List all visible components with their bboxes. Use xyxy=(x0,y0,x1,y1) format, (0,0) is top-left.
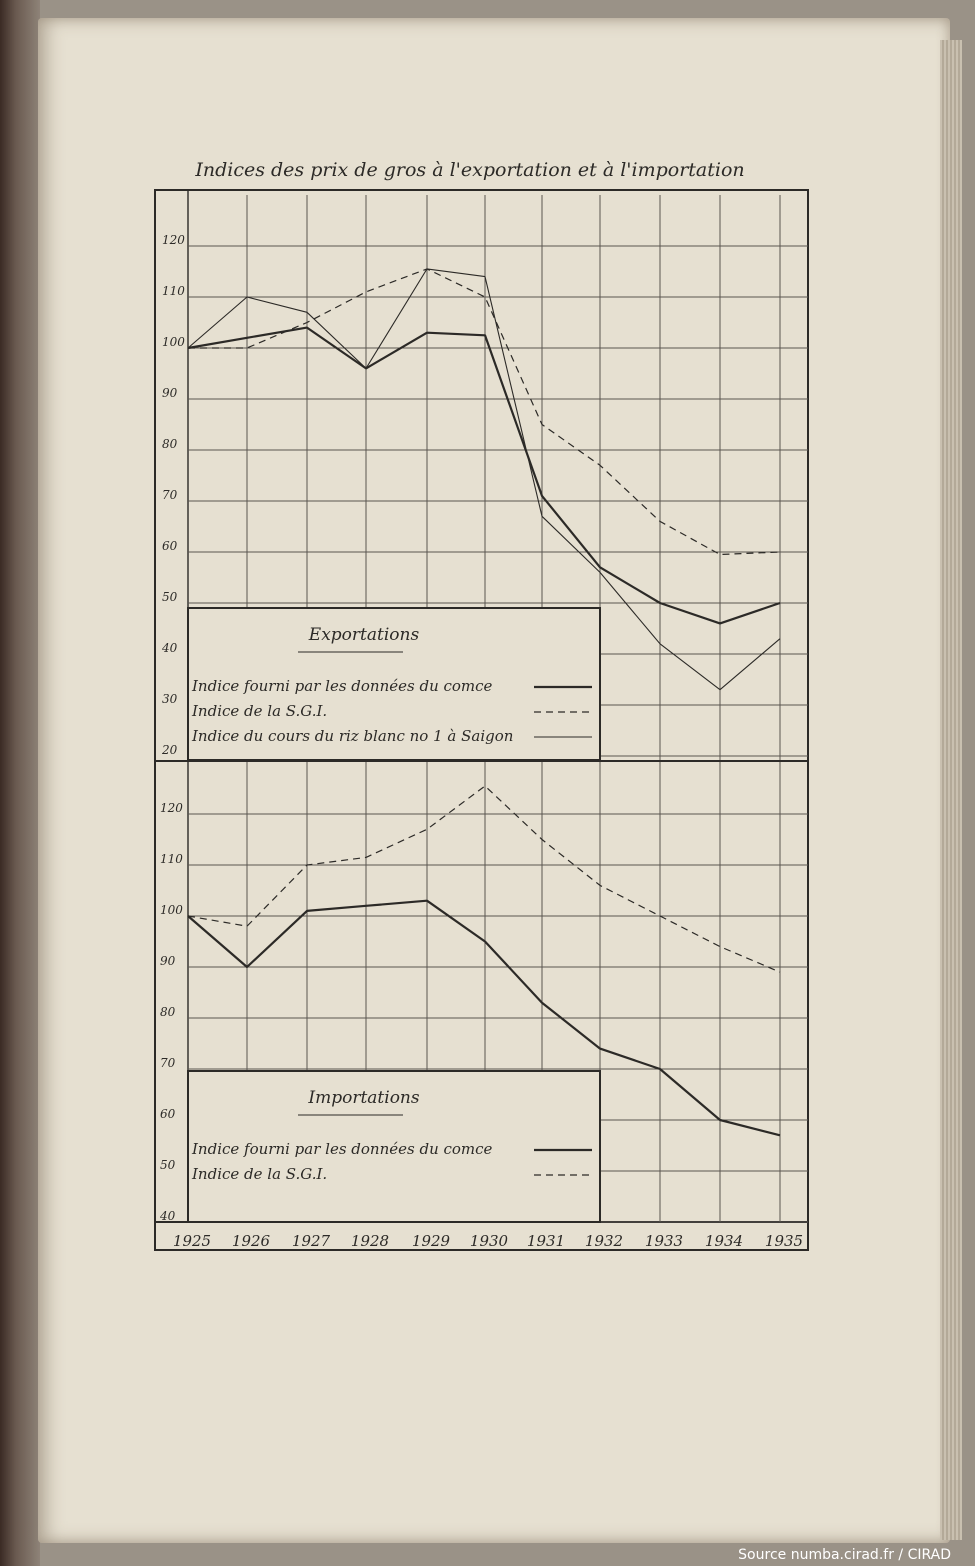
legend-entry-label: Indice de la S.G.I. xyxy=(192,1165,328,1183)
y-tick-label: 70 xyxy=(160,1056,176,1070)
legend-title: Exportations xyxy=(308,625,420,645)
legend-entry-label: Indice fourni par les données du comce xyxy=(192,1140,493,1158)
y-tick-label: 100 xyxy=(162,335,185,349)
series-line-export-0 xyxy=(188,328,780,624)
source-credit: Source numba.cirad.fr / CIRAD xyxy=(738,1547,951,1563)
x-tick-label: 1931 xyxy=(526,1232,566,1250)
y-tick-label: 30 xyxy=(162,692,178,706)
y-tick-label: 110 xyxy=(162,284,185,298)
x-tick-label: 1927 xyxy=(291,1232,331,1250)
y-tick-label: 90 xyxy=(160,954,176,968)
y-tick-label: 50 xyxy=(162,590,178,604)
x-tick-label: 1935 xyxy=(764,1232,804,1250)
x-tick-label: 1926 xyxy=(231,1232,271,1250)
y-tick-label: 120 xyxy=(162,233,185,247)
y-tick-label: 60 xyxy=(160,1107,176,1121)
series-line-export-1 xyxy=(188,269,780,555)
x-tick-label: 1925 xyxy=(172,1232,212,1250)
y-tick-label: 40 xyxy=(160,1209,176,1223)
legend-entry-label: Indice de la S.G.I. xyxy=(192,702,328,720)
y-tick-label: 80 xyxy=(160,1005,176,1019)
chart-legends xyxy=(188,608,600,1222)
legend-entry-label: Indice du cours du riz blanc no 1 à Saigon xyxy=(192,727,514,745)
y-tick-label: 80 xyxy=(162,437,178,451)
x-tick-label: 1930 xyxy=(469,1232,509,1250)
y-tick-label: 50 xyxy=(160,1158,176,1172)
x-tick-label: 1929 xyxy=(411,1232,451,1250)
x-tick-label: 1928 xyxy=(350,1232,390,1250)
y-tick-label: 40 xyxy=(162,641,178,655)
y-tick-label: 120 xyxy=(160,801,183,815)
y-tick-label: 70 xyxy=(162,488,178,502)
y-tick-label: 100 xyxy=(160,903,183,917)
y-tick-label: 110 xyxy=(160,852,183,866)
x-tick-label: 1933 xyxy=(644,1232,684,1250)
chart-title: Indices des prix de gros à l'exportation et à l'importation xyxy=(195,159,745,181)
x-tick-label: 1934 xyxy=(704,1232,744,1250)
x-tick-label: 1932 xyxy=(584,1232,624,1250)
legend-entry-label: Indice fourni par les données du comce xyxy=(192,677,493,695)
y-tick-label: 20 xyxy=(162,743,178,757)
y-tick-label: 60 xyxy=(162,539,178,553)
legend-title: Importations xyxy=(308,1088,420,1108)
y-tick-label: 90 xyxy=(162,386,178,400)
